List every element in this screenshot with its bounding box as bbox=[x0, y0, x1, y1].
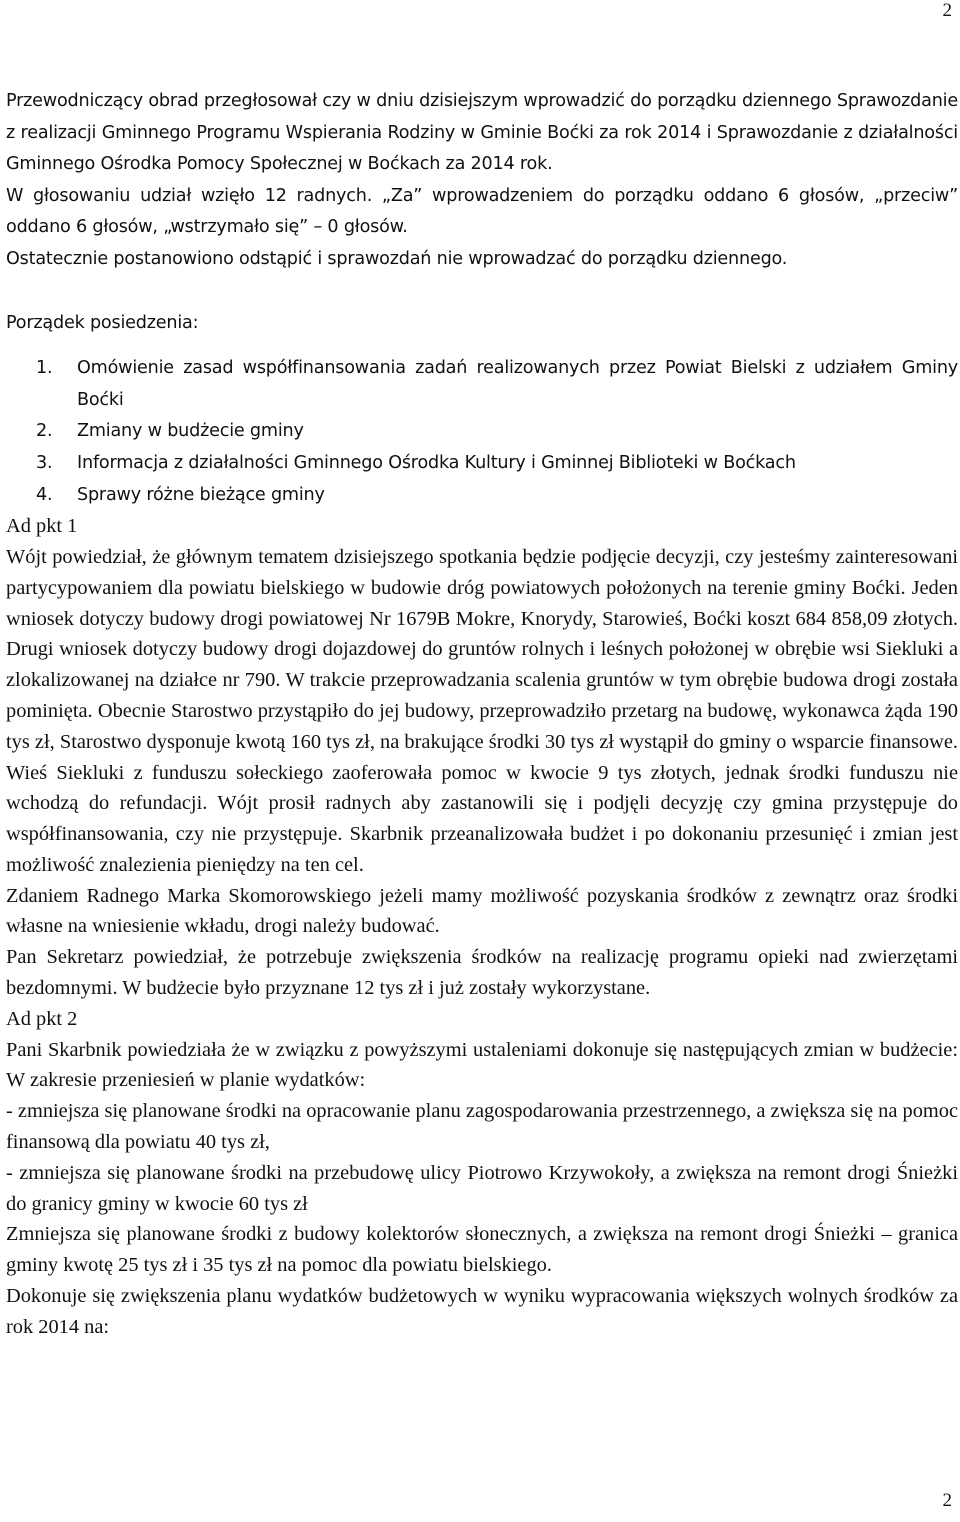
page-number-bottom: 2 bbox=[942, 1490, 952, 1511]
agenda-heading: Porządek posiedzenia: bbox=[6, 312, 199, 333]
agenda-item: 2. Zmiany w budżecie gminy bbox=[36, 421, 304, 442]
agenda-list bbox=[6, 353, 958, 511]
agenda-item: 4. Sprawy różne bieżące gminy bbox=[36, 484, 325, 505]
section1-paragraph: Zdaniem Radnego Marka Skomorowskiego jeżeli mamy możliwość pozyskania środków z zewnątrz oraz środki własne na wniesienie wkładu, drogi należy budować. bbox=[6, 884, 958, 938]
document-body bbox=[6, 86, 958, 1343]
agenda-item: 3. Informacja z działalności Gminnego Ośrodka Kultury i Gminnej Biblioteki w Boćkach bbox=[36, 452, 796, 473]
agenda-item: 1. Omówienie zasad współfinansowania zadań realizowanych przez Powiat Bielski z udziałem Gminy Boćki bbox=[36, 358, 958, 410]
section2-paragraph: Dokonuje się zwiększenia planu wydatków budżetowych w wyniku wypracowania większych wolnych środków za rok 2014 na: bbox=[6, 1285, 958, 1338]
page-number-top: 2 bbox=[942, 0, 952, 21]
voting-paragraph: W głosowaniu udział wzięło 12 radnych. „Za” wprowadzeniem do porządku oddano 6 głosów, „przeciw” oddano 6 głosów, „wstrzymało się” – 0 głosów. bbox=[6, 185, 958, 238]
section1-paragraph: Wójt powiedział, że głównym tematem dzisiejszego spotkania będzie podjęcie decyzji, czy jesteśmy zainteresowani partycypowaniem dla powiatu bielskiego w budowie dróg powiatowych położonych na terenie gminy Boćki. Jeden wniosek dotyczy budowy drogi powiatowej Nr 1679B Mokre, Knorydy, Starowieś, Boćki koszt 684 858,09 złotych. Drugi wniosek dotyczy budowy drogi dojazdowej do gruntów rolnych i leśnych położonej w obrębie wsi Siekluki a zlokalizowanej na działce nr 790. W trakcie przeprowadzania scalenia gruntów w tym obrębie budowa drogi została pominięta. Obecnie Starostwo przystąpiło do jej budowy, przeprowadziło przetarg na budowę, wykonawca żąda 190 tys zł, Starostwo dysponuje kwotą 160 tys zł, na brakujące środki 30 tys zł wystąpił do gminy o wsparcie finansowe. Wieś Siekluki z funduszu sołeckiego zaoferowała pomoc w kwocie 9 tys złotych, jednak środki funduszu nie wchodzą do refundacji. Wójt prosił radnych aby zastanowili się i podjęli decyzję czy gmina przystępuje do współfinansowania, czy nie przystępuje. Skarbnik przeanalizowała budżet i po dokonaniu przesunięć i zmian jest możliwość znalezienia pieniędzy na ten cel. bbox=[6, 545, 958, 876]
section2-paragraph: Pani Skarbnik powiedziała że w związku z powyższymi ustaleniami dokonuje się następujących zmian w budżecie: W zakresie przeniesień w planie wydatków: bbox=[6, 1038, 958, 1092]
section2-paragraph: - zmniejsza się planowane środki na przebudowę ulicy Piotrowo Krzywokoły, a zwiększa na remont drogi Śnieżki do granicy gminy w kwocie 60 tys zł bbox=[6, 1161, 958, 1215]
section1-paragraph: Pan Sekretarz powiedział, że potrzebuje zwiększenia środków na realizację programu opieki nad zwierzętami bezdomnymi. W budżecie było przyznane 12 tys zł i już zostały wykorzystane. bbox=[6, 946, 958, 1000]
decision-paragraph: Ostatecznie postanowiono odstąpić i sprawozdań nie wprowadzać do porządku dziennego. bbox=[6, 248, 788, 269]
section-heading-2: Ad pkt 2 bbox=[6, 1007, 78, 1030]
section-heading-1: Ad pkt 1 bbox=[6, 515, 78, 538]
section2-paragraph: Zmniejsza się planowane środki z budowy kolektorów słonecznych, a zwiększa na remont drogi Śnieżki – granica gminy kwotę 25 tys zł i 35 tys zł na pomoc dla powiatu bielskiego. bbox=[6, 1223, 958, 1277]
section2-paragraph: - zmniejsza się planowane środki na opracowanie planu zagospodarowania przestrzennego, a zwiększa się na pomoc finansową dla powiatu 40 tys zł, bbox=[6, 1100, 958, 1154]
intro-paragraph: Przewodniczący obrad przegłosował czy w dniu dzisiejszym wprowadzić do porządku dziennego Sprawozdanie z realizacji Gminnego Programu Wspierania Rodziny w Gminie Boćki za rok 2014 i Sprawozdanie z działalności Gminnego Ośrodka Pomocy Społecznej w Boćkach za 2014 rok. bbox=[6, 91, 958, 175]
